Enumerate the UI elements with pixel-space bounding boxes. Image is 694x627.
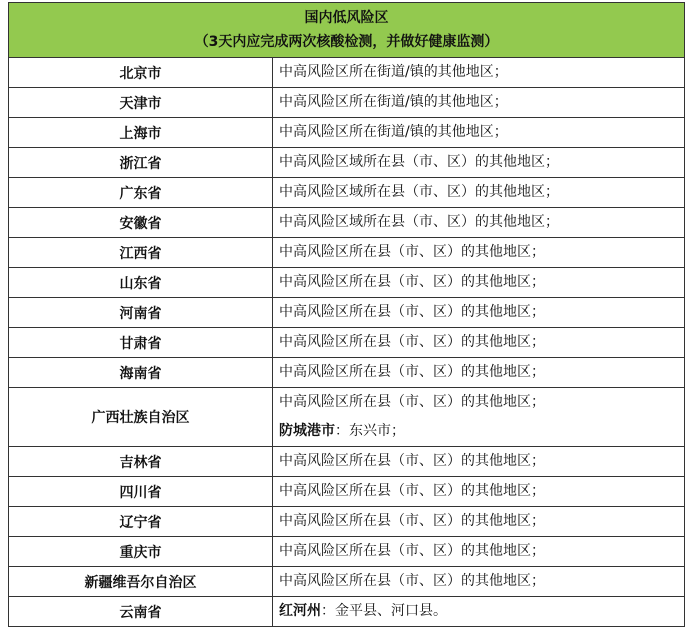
area-line	[279, 148, 678, 177]
table-row	[9, 567, 685, 597]
area-line	[279, 388, 678, 417]
area-line	[279, 597, 678, 626]
province-cell: 浙江省	[9, 148, 273, 178]
table-row	[9, 507, 685, 537]
province-cell: 北京市	[9, 58, 273, 88]
table-row	[9, 388, 685, 447]
table-row	[9, 58, 685, 88]
area-text: 中高风险区所在县（市、区）的其他地区；	[279, 543, 545, 559]
risk-area-table	[8, 2, 685, 627]
area-line	[279, 328, 678, 357]
area-text: 中高风险区所在县（市、区）的其他地区；	[279, 573, 545, 589]
area-text: 中高风险区域所在县（市、区）的其他地区；	[279, 184, 559, 200]
area-description-cell	[273, 58, 685, 88]
area-description-cell	[273, 567, 685, 597]
table-row	[9, 178, 685, 208]
city-name: 红河州	[279, 603, 321, 619]
province-cell: 河南省	[9, 298, 273, 328]
area-text: 中高风险区所在县（市、区）的其他地区；	[279, 274, 545, 290]
province-cell: 广东省	[9, 178, 273, 208]
table-row	[9, 597, 685, 627]
area-text: 中高风险区域所在县（市、区）的其他地区；	[279, 154, 559, 170]
area-line	[279, 567, 678, 596]
area-text: 中高风险区所在街道/镇的其他地区；	[279, 64, 508, 80]
area-text: 中高风险区所在县（市、区）的其他地区；	[279, 453, 545, 469]
area-line	[279, 298, 678, 327]
area-description-cell	[273, 358, 685, 388]
area-line	[279, 88, 678, 117]
area-text: 中高风险区所在县（市、区）的其他地区；	[279, 244, 545, 260]
table-row	[9, 477, 685, 507]
area-description-cell	[273, 447, 685, 477]
table-row	[9, 298, 685, 328]
table-row	[9, 537, 685, 567]
area-description-cell	[273, 388, 685, 447]
table-title: 国内低风险区	[304, 10, 389, 26]
province-cell: 海南省	[9, 358, 273, 388]
province-cell: 上海市	[9, 118, 273, 148]
area-line	[279, 118, 678, 147]
table-row	[9, 148, 685, 178]
area-description-cell	[273, 178, 685, 208]
area-line	[279, 537, 678, 566]
area-text: 中高风险区所在街道/镇的其他地区；	[279, 124, 508, 140]
table-row	[9, 208, 685, 238]
risk-table-body	[9, 3, 685, 627]
province-cell: 重庆市	[9, 537, 273, 567]
province-cell: 甘肃省	[9, 328, 273, 358]
table-header	[9, 3, 685, 58]
area-line	[279, 268, 678, 297]
area-text: 中高风险区所在县（市、区）的其他地区；	[279, 364, 545, 380]
province-cell: 吉林省	[9, 447, 273, 477]
area-description-cell	[273, 298, 685, 328]
table-row	[9, 118, 685, 148]
area-description-cell	[273, 597, 685, 627]
area-description-cell	[273, 238, 685, 268]
table-row	[9, 238, 685, 268]
area-line	[279, 58, 678, 87]
province-cell: 安徽省	[9, 208, 273, 238]
table-row	[9, 358, 685, 388]
table-subtitle: （3天内应完成两次核酸检测，并做好健康监测）	[194, 34, 499, 50]
area-description-cell	[273, 537, 685, 567]
table-header-row	[9, 3, 685, 58]
area-description-cell	[273, 507, 685, 537]
area-line	[279, 507, 678, 536]
province-cell: 辽宁省	[9, 507, 273, 537]
province-cell: 广西壮族自治区	[9, 388, 273, 447]
province-cell: 江西省	[9, 238, 273, 268]
area-line	[279, 447, 678, 476]
area-line	[279, 477, 678, 506]
table-row	[9, 447, 685, 477]
area-line	[279, 178, 678, 207]
area-text: ：东兴市；	[335, 423, 405, 439]
province-cell: 新疆维吾尔自治区	[9, 567, 273, 597]
area-description-cell	[273, 208, 685, 238]
area-text: 中高风险区所在县（市、区）的其他地区；	[279, 513, 545, 529]
area-text: 中高风险区所在县（市、区）的其他地区；	[279, 304, 545, 320]
table-row	[9, 88, 685, 118]
table-row	[9, 328, 685, 358]
area-text: 中高风险区所在县（市、区）的其他地区；	[279, 483, 545, 499]
city-name: 防城港市	[279, 423, 335, 439]
area-text: 中高风险区所在街道/镇的其他地区；	[279, 94, 508, 110]
province-cell: 天津市	[9, 88, 273, 118]
area-text: 中高风险区所在县（市、区）的其他地区；	[279, 394, 545, 410]
area-text: 中高风险区域所在县（市、区）的其他地区；	[279, 214, 559, 230]
area-description-cell	[273, 88, 685, 118]
province-cell: 云南省	[9, 597, 273, 627]
area-line	[279, 238, 678, 267]
province-cell: 四川省	[9, 477, 273, 507]
area-description-cell	[273, 148, 685, 178]
area-text: 中高风险区所在县（市、区）的其他地区；	[279, 334, 545, 350]
area-description-cell	[273, 477, 685, 507]
table-row	[9, 268, 685, 298]
area-line	[279, 358, 678, 387]
area-description-cell	[273, 268, 685, 298]
area-text: ：金平县、河口县。	[321, 603, 447, 619]
province-cell: 山东省	[9, 268, 273, 298]
area-line	[279, 417, 678, 446]
area-line	[279, 208, 678, 237]
area-description-cell	[273, 328, 685, 358]
area-description-cell	[273, 118, 685, 148]
